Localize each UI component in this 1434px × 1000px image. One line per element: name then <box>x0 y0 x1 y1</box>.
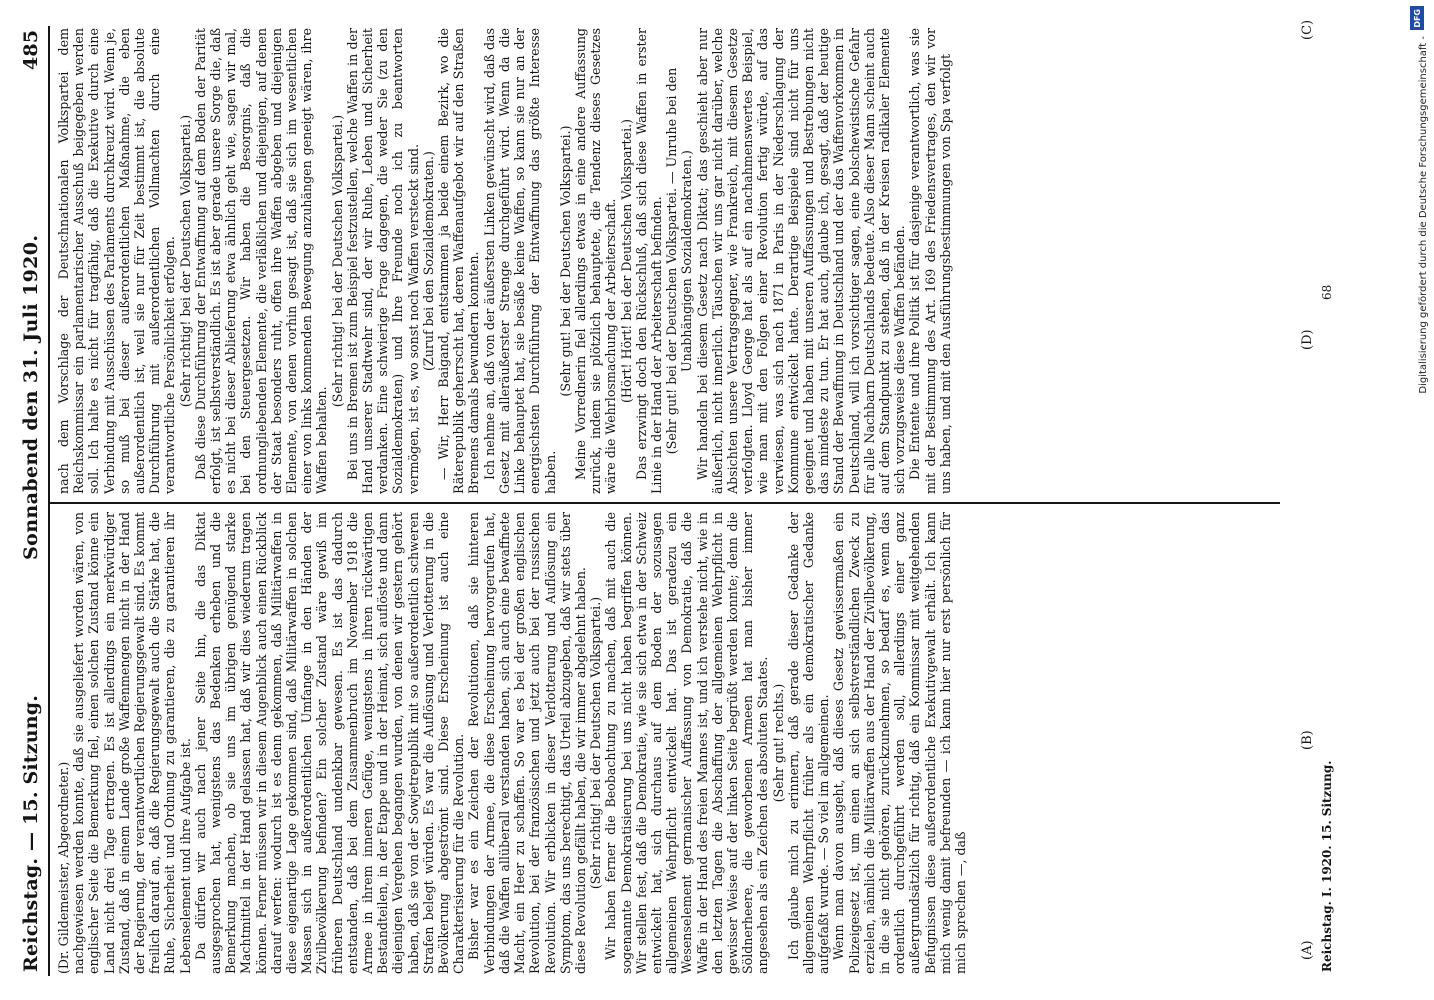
paragraph: nachgewiesen werden konnte, daß sie ausgeliefert worden wären, von englischer Seite die Bemerkung fiel, einen solchen Zustand könne ein Land nicht drei Tage ertragen. Es ist allerdings ein merkwürdiger Zustand, daß in einem Lande große Waffenmengen nicht in der Hand der Regierung, der verantwortlichen Regierungsgewalt sind. Es kommt freilich darauf an, daß die Regierungsgewalt auch die Stärke hat, die Ruhe, Sicherheit und Ordnung zu garantieren, die zu garantieren ihr Lebenselement und ihre Aufgabe ist. <box>71 512 193 974</box>
paragraph: — Wir, Herr Baigand, entstammen ja beide einem Bezirk, wo die Räterepublik geherrscht hat, deren Waffenaufgebot wir auf den Straßen Bremens damals bewundern konnten. <box>436 28 482 494</box>
margin-marker-c: (C) <box>1300 19 1315 40</box>
page-number: 485 <box>20 29 42 70</box>
paragraph: Meine Vorrednerin fiel allerdings etwas in eine andere Auffassung zurück, indem sie plötzlich behauptete, die Tendenz dieses Gesetzes wäre die Wehrlosmachung der Arbeiterschaft. <box>572 28 619 494</box>
paragraph: Das erzwingt doch den Rückschluß, daß sich diese Waffen in erster Linie in der Hand der Arbeiterschaft befinden. <box>633 28 664 494</box>
interjection: (Sehr gut! rechts.) <box>770 683 786 803</box>
footer-strip <box>1318 0 1358 1000</box>
paragraph: Ich glaube mich zu erinnern, daß gerade dieser Gedanke der allgemeinen Wehrpflicht früher als ein demokratischer Gedanke aufgefaßt wurde. — So viel im allgemeinen. <box>785 512 832 974</box>
paragraph: Ich nehme an, daß von der äußersten Linken gewünscht wird, daß das Gesetz mit alleräußerster Strenge durchgeführt wird. Wenn da die Linke behauptet hat, sie besäße keine Waffen, so kann sie nur an der energischsten Durchführung der Entwaffnung das größte Interesse haben. <box>481 28 558 494</box>
dfg-logo: DFG <box>1410 6 1424 30</box>
interjection: (Sehr richtig! bei der Deutschen Volkspartei.) <box>588 596 604 890</box>
paragraph: Wir handeln bei diesem Gesetz nach Diktat; das geschieht aber nur äußerlich, nicht innerlich. Täuschen wir uns gar nicht darüber, welche Absichten unsere Vertragsgegner, wie Frankreich, mit diesem Gesetze verfolgten. Lloyd George hat als auf ein nachahmenswertes Beispiel, wie man mit den Folgen einer Revolution fertig würde, auf das verwiesen, was sich nach 1871 in Paris in der Niederschlagung der Kommune entwickelt hatte. Derartige Beispiele sind nicht für uns geeignet und haben mit unseren Auffassungen und Bestrebungen nicht das mindeste zu tun. Er hat auch, glaube ich, gesagt, daß der heutige Stand der Bewaffnung in Deutschland und der das Waffenvorkommen in Deutschland, will ich vorsichtiger sagen, eine bolschewistische Gefahr für alle Nachbarn Deutschlands bedeute. Also dieser Mann scheint auch auf dem Standpunkt zu stehen, daß in der Kreisen radikaler Elemente sich vorzugsweise diese Waffen befänden. <box>694 28 908 494</box>
footer-signature: 68 <box>1320 284 1334 300</box>
dfg-watermark <box>1406 6 1432 746</box>
paragraph: Wir haben ferner die Beobachtung zu machen, daß mit auch die sogenannte Demokratisierung bei uns nicht haben begriffen können. Wir stellen fest, daß die Demokratie, wie sie sich etwa in der Schweiz entwickelt hat, sich durchaus auf dem Boden der sozusagen allgemeinen Wehrpflicht entwickelt hat. Das ist geradezu ein Wesenselement germanischer Auffassung von Demokratie, daß die Waffe in der Hand des freien Mannes ist, und ich verstehe nicht, wie in den letzten Tagen die Abschaffung der allgemeinen Wehrpflicht in gewisser Weise auf der linken Seite begrüßt werden konnte; denn die Söldnerheere, die geworbenen Armeen hat man bisher immer angesehen als ein Zeichen des absoluten Staates. <box>603 512 771 974</box>
interjection: (Hört! Hört! bei der Deutschen Volkspartei.) <box>618 118 634 404</box>
column-divider <box>50 502 1280 504</box>
text-column-right <box>56 28 1286 494</box>
margin-marker-a: (A) <box>1300 940 1315 960</box>
paragraph: nach dem Vorschlage der Deutschnationalen Volkspartei dem Reichskommissar ein parlamentarischer Ausschuß beigegeben werden soll. Ich halte es nicht für tragfähig, daß die Exekutive durch eine Verbindung mit Ausschüssen des Parlaments durchkreuzt wird. Wenn je, so muß bei dieser außerordentlichen Maßnahme, die eben außerordentlich ist, weil sie nur für Zeit bestimmt ist, die absolute Durchführung mit außerordentlichen Vollmachten durch eine verantwortliche Persönlichkeit erfolgen. <box>56 28 178 494</box>
interjection: (Sehr richtig! bei der Deutschen Volkspartei.) <box>329 114 345 408</box>
header-date: Sonnabend den 31. Juli 1920. <box>20 234 42 560</box>
interjection: (Sehr richtig! bei der Deutschen Volkspartei.) <box>177 114 193 408</box>
interjection: (Sehr gut! bei der Deutschen Volkspartei.) <box>557 125 573 397</box>
margin-marker-b: (B) <box>1300 730 1315 750</box>
paragraph: Wenn man davon ausgeht, daß dieses Gesetz gewissermaßen ein Polizeigesetz ist, um einen an sich selbstverständlichen Zweck zu erzielen, nämlich die Militärwaffen aus der Hand der Zivilbevölkerung, in die sie nicht gehören, zurückzunehmen, so bedarf es, wenn das ordentlich durchgeführt werden soll, allerdings einer ganz außergrundsätzlich für richtig, daß ein Kommissar mit weitgehenden Befugnissen diese außerordentliche Exekutivgewalt erhält. Ich kann mich wenig damit befreunden — ich kann hier nur erst persönlich für mich sprechen —, daß <box>831 512 968 974</box>
digitization-credit: Digitalisierung gefördert durch die Deutsche Forschungsgemeinschaft - <box>1418 36 1429 394</box>
text-column-left <box>56 512 1286 974</box>
interjection: (Sehr gut! bei der Deutschen Volkspartei. — Unruhe bei den Unabhängigen Sozialdemokraten.) <box>664 67 695 455</box>
margin-marker-d: (D) <box>1300 329 1315 350</box>
paragraph: Die Entente und ihre Politik ist für dasjenige verantwortlich, was sie mit der Bestimmung des Art. 169 des Friedensvertrages, den wir vor uns haben, und mit den Ausführungsbestimmungen von Spa verfolgt <box>907 28 953 494</box>
paragraph: Da dürfen wir auch nach jener Seite hin, die das Diktat ausgesprochen hat, wenigstens das Bedenken erheben und die Bemerkung machen, ob sie uns im übrigen genügend starke Machtmittel in der Hand gelassen hat, daß wir dies wiederum tragen können. Ferner müssen wir in diesem Augenblick auch einen Rückblick darauf werfen: wodurch ist es denn gekommen, daß Militärwaffen in diese eigenartige Lage gekommen sind, daß Militärwaffen in solchen Massen sich in außerordentlichen Umfange in den Händen der Zivilbevölkerung befinden? Ein solcher Zustand wäre gewiß im früheren Deutschland undenkbar gewesen. Es ist das dadurch entstanden, daß bei dem Zusammenbruch im November 1918 die Armee in ihrem inneren Gefüge, wenigstens in ihren rückwärtigen Bestandteilen, in der Etappe und in der Heimat, sich auflöste und dann diejenigen Vergehen begangen wurden, von denen wir gestern gehört haben, daß sie von der Sowjetrepublik mit so außerordentlich schweren Strafen belegt würden. Es war die Auflösung und Verlotterung in die Bevölkerung abgeströmt sind. Diese Erscheinung ist auch eine Charakterisierung für die Revolution. <box>192 512 467 974</box>
footer-left: Reichstag. I. 1920. 15. Sitzung. <box>1320 760 1334 972</box>
paragraph: Bei uns in Bremen ist zum Beispiel festzustellen, welche Waffen in der Hand unserer Stadtwehr sind, der wir Ruhe, Leben und Sicherheit verdanken. Eine schwierige Frage dagegen, die weder Sie (zu den Sozialdemokraten) und Ihre Freunde noch ich zu beantworten vermögen, ist es, wo sonst noch Waffen versteckt sind. <box>344 28 421 494</box>
paragraph: Bisher war es ein Zeichen der Revolutionen, daß sie hinteren Verbindungen der Armee, die diese Erscheinung hervorgerufen hat, daß die Waffen allüberall verstanden haben, sich auch eine bewaffnete Macht, ein Heer zu schaffen. So war es bei der großen englischen Revolution, bei der französischen und jetzt auch bei der russischen Revolution. Wir erblicken in dieser Verlotterung und Auflösung ein Symptom, das uns berechtigt, das Urteil abzugeben, daß wir stets über diese Revolution gefällt haben, die wir immer abgelehnt haben. <box>466 512 588 974</box>
speaker-line: (Dr. Gildemeister, Abgeordneter.) <box>56 761 71 974</box>
paragraph: Daß diese Durchführung der Entwaffnung auf dem Boden der Parität erfolgt, ist selbstverständlich. Es ist aber gerade unsere Sorge die, daß es nicht bei dieser Ablieferung etwa ähnlich geht wie, sagen wir mal, bei den Steuergesetzen. Wir haben die Besorgnis, daß die ordnungliebenden Elemente, die verläßlichen und diejenigen, auf denen der Staat besonders ruht, offen ihre Waffen abgeben und diejenigen Elemente, von denen vorhin gesagt ist, daß sie sich im wesentlichen einer von links kommenden Bewegung anzuhängen geneigt wären, ihre Waffen behalten. <box>192 28 330 494</box>
header-rule <box>48 26 50 976</box>
header-left: Reichstag. — 15. Sitzung. <box>20 694 42 972</box>
interjection: (Zuruf bei den Sozialdemokraten.) <box>420 151 436 371</box>
